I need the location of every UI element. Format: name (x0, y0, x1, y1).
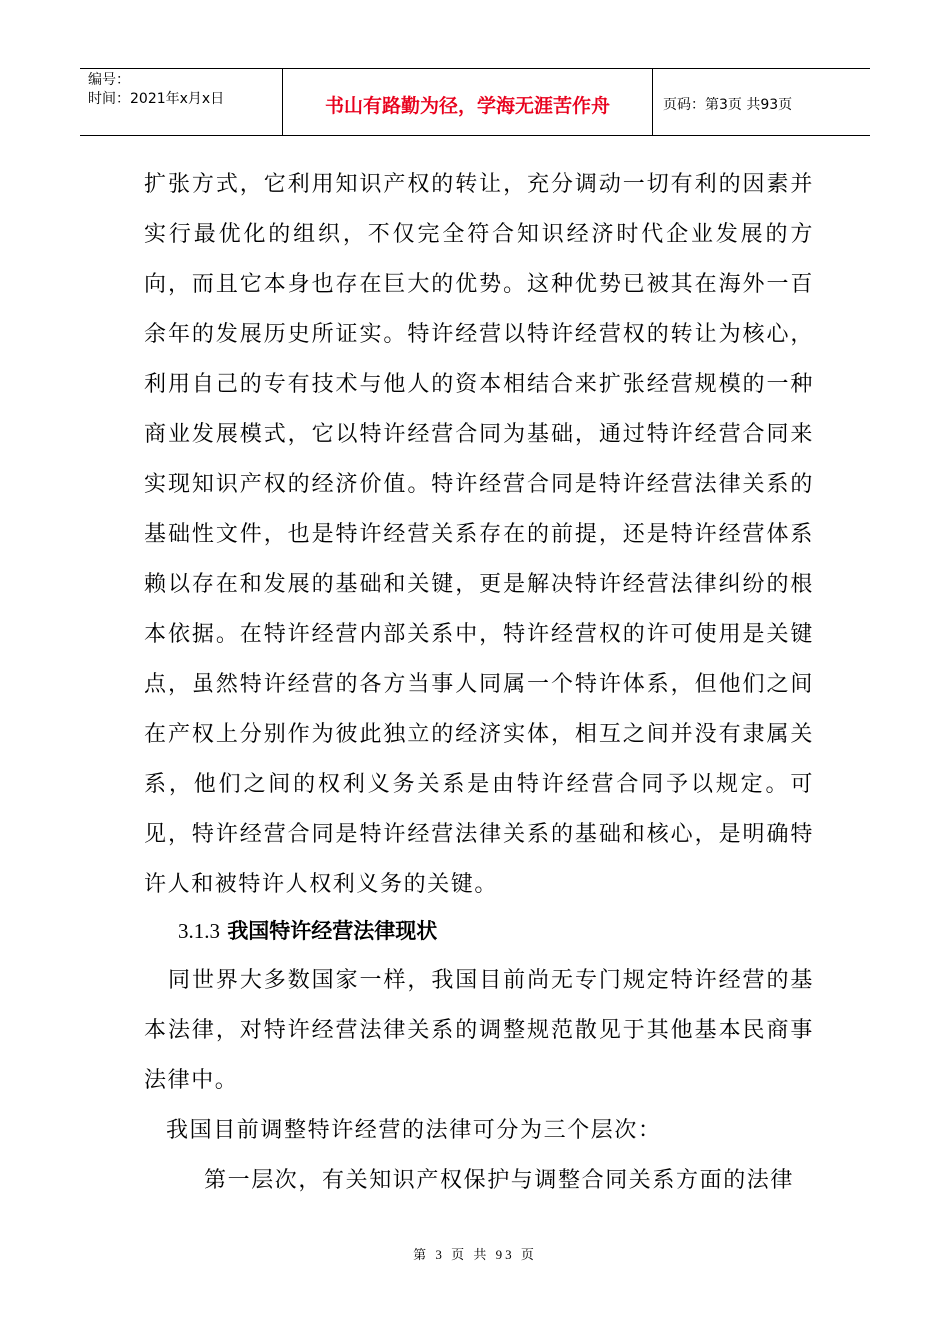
body-paragraph-4-container (204, 1156, 816, 1206)
page-footer: 第 3 页 共 93 页 (413, 1247, 537, 1262)
body-paragraph-4: 第一层次，有关知识产权保护与调整合同关系方面的法律 (204, 1168, 795, 1193)
section-heading (178, 906, 437, 956)
main-content (144, 160, 814, 910)
body-paragraph-2-container (144, 956, 814, 1106)
document-date: 时间：2021年x月x日 (88, 91, 225, 107)
section-number: 3.1.3 (178, 919, 220, 943)
body-paragraph-3: 我国目前调整特许经营的法律可分为三个层次： (166, 1118, 662, 1143)
document-number-label: 编号： (88, 72, 130, 88)
page-header (80, 68, 870, 136)
body-paragraph-3-container (166, 1106, 816, 1156)
section-title: 我国特许经营法律现状 (227, 919, 438, 943)
header-page-info: 页码：第3页 共93页 (663, 97, 793, 113)
body-paragraph-1: 扩张方式，它利用知识产权的转让，充分调动一切有利的因素并实行最优化的组织，不仅完全符合知识经济时代企业发展的方向，而且它本身也存在巨大的优势。这种优势已被其在海外一百余年的发展历史所证实。特许经营以特许经营权的转让为核心，利用自己的专有技术与他人的资本相结合来扩张经营规模的一种商业发展模式，它以特许经营合同为基础，通过特许经营合同来实现知识产权的经济价值。特许经营合同是特许经营法律关系的基础性文件，也是特许经营关系存在的前提，还是特许经营体系赖以存在和发展的基础和关键，更是解决特许经营法律纠纷的根本依据。在特许经营内部关系中，特许经营权的许可使用是关键点，虽然特许经营的各方当事人同属一个特许体系，但他们之间在产权上分别作为彼此独立的经济实体，相互之间并没有隶属关系，他们之间的权利义务关系是由特许经营合同予以规定。可见，特许经营合同是特许经营法律关系的基础和核心，是明确特许人和被特许人权利义务的关键。 (144, 172, 814, 897)
header-meta (80, 69, 283, 135)
body-paragraph-2: 同世界大多数国家一样，我国目前尚无专门规定特许经营的基本法律，对特许经营法律关系的调整规范散见于其他基本民商事法律中。 (144, 968, 814, 1093)
header-motto: 书山有路勤为径，学海无涯苦作舟 (283, 69, 653, 135)
